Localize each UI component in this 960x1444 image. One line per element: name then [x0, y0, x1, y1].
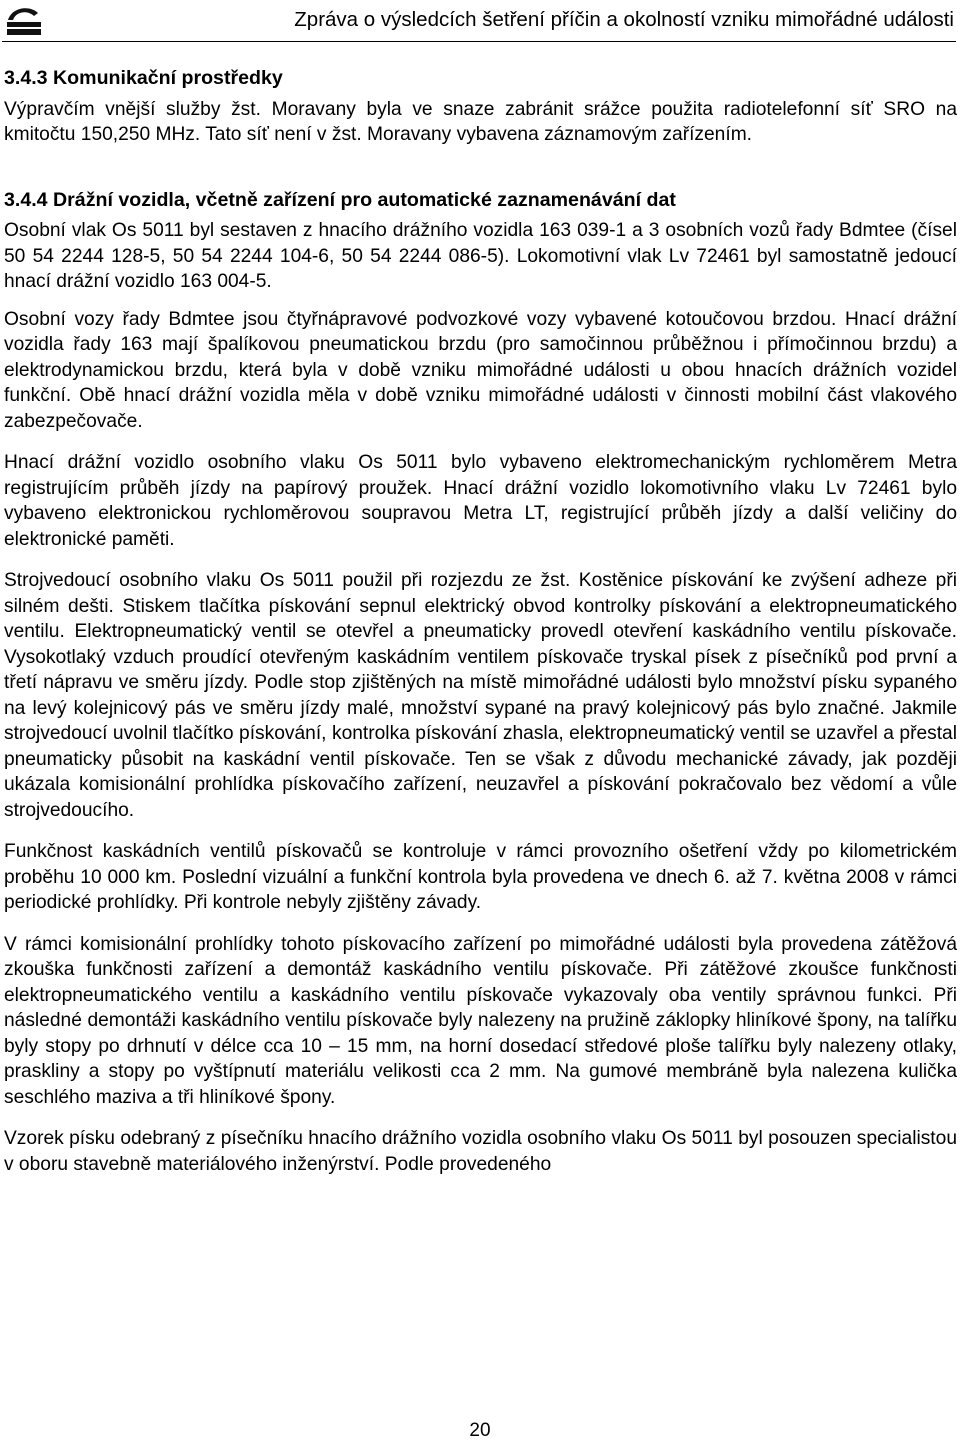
paragraph: Funkčnost kaskádních ventilů pískovačů se kontroluje v rámci provozního ošetření vždy po kilometrickém proběhu 10 000 km. Poslední vizuální a funkční kontrola byla provedena ve dnech 6. až 7. května 2008 v rámci periodické prohlídky. Při kontrole nebyly zjištěny závady. [4, 841, 957, 913]
paragraph: Strojvedoucí osobního vlaku Os 5011 použil při rozjezdu ze žst. Kostěnice pískování ke zvýšení adheze při silném dešti. Stiskem tlačítka pískování sepnul elektrický obvod kontrolky pískování a elektropneumatického ventilu. Elektropneumatický ventil se otevřel a pneumaticky provedl otevření kaskádního ventilu pískovače. Vysokotlaký vzduch proudící otevřeným kaskádním ventilem pískovače tryskal písek z písečníků pod první a třetí nápravu ve směru jízdy. Podle stop zjištěných na místě mimořádné události bylo množství písku sypaného na levý kolejnicový pás ve směru jízdy malé, množství sypané na pravý kolejnicový pás bylo značné. Jakmile strojvedoucí uvolnil tlačítko pískování, kontrolka pískování zhasla, elektropneumatický ventil se uzavřel a přestal pneumaticky působit na kaskádní ventil pískovače. Ten se však z důvodu mechanické závady, jak později ukázala komisionální prohlídka pískovačího zařízení, neuzavřel a pískování pokračovalo bez vědomí a vůle strojvedoucího. [4, 570, 957, 821]
header-title: Zpráva o výsledcích šetření příčin a okolností vzniku mimořádné události [294, 8, 954, 31]
section-heading-3-4-4: 3.4.4 Drážní vozidla, včetně zařízení pro automatické zaznamenávání dat [4, 188, 676, 211]
page-number: 20 [469, 1420, 491, 1441]
section-heading-3-4-3: 3.4.3 Komunikační prostředky [4, 67, 283, 89]
paragraph: Výpravčím vnější služby žst. Moravany byla ve snaze zabránit srážce použita radiotelefonní síť SRO na kmitočtu 150,250 MHz. Tato síť není v žst. Moravany vybavena záznamovým zařízením. [4, 98, 957, 145]
paragraph: Osobní vlak Os 5011 byl sestaven z hnacího drážního vozidla 163 039-1 a 3 osobních vozů řady Bdmtee (čísel 50 54 2244 128-5, 50 54 2244 104-6, 50 54 2244 086-5). Lokomotivní vlak Lv 72461 byl samostatně jedoucí hnací drážní vozidlo 163 004-5. [4, 220, 957, 292]
header-divider [2, 41, 956, 42]
drazni-inspekce-logo [4, 3, 44, 37]
document-body [4, 66, 957, 1177]
page-header [0, 0, 960, 46]
paragraph: Osobní vozy řady Bdmtee jsou čtyřnápravové podvozkové vozy vybavené kotoučovou brzdou. Hnací drážní vozidla řady 163 mají špalíkovou pneumatickou brzdu (pro samočinnou průběžnou i přímočinnou brzdu) a elektrodynamickou brzdu, která byla v době vzniku mimořádné události u obou hnacích drážních vozidel funkční. Obě hnací drážní vozidla měla v době vzniku mimořádné události v činnosti mobilní část vlakového zabezpečovače. [4, 308, 957, 432]
paragraph: Hnací drážní vozidlo osobního vlaku Os 5011 bylo vybaveno elektromechanickým rychloměrem Metra registrujícím průběh jízdy na papírový proužek. Hnací drážní vozidlo lokomotivního vlaku Lv 72461 bylo vybaveno elektronickou rychloměrovou soupravou Metra LT, registrující průběh jízdy a další veličiny do elektronické paměti. [4, 452, 957, 550]
paragraph: Vzorek písku odebraný z písečníku hnacího drážního vozidla osobního vlaku Os 5011 byl posouzen specialistou v oboru stavebně materiálového inženýrství. Podle provedeného [4, 1128, 957, 1175]
paragraph: V rámci komisionální prohlídky tohoto pískovacího zařízení po mimořádné události byla provedena zátěžová zkouška funkčnosti zařízení a demontáž kaskádního ventilu pískovače. Při zátěžové zkoušce funkčnosti elektropneumatického ventilu a kaskádního ventilu pískovače vykazovaly oba ventily správnou funkci. Při následné demontáži kaskádního ventilu pískovače byly nalezeny na pružině záklopky hliníkové špony, na talířku byly stopy po drhnutí v délce cca 10 – 15 mm, na horní dosedací středové ploše talířku byly nalezeny otlaky, praskliny a stopy po vyštípnutí materiálu velikosti cca 2 mm. Na gumové membráně byla nalezena kulička seschlého maziva a tři hliníkové špony. [4, 933, 957, 1108]
